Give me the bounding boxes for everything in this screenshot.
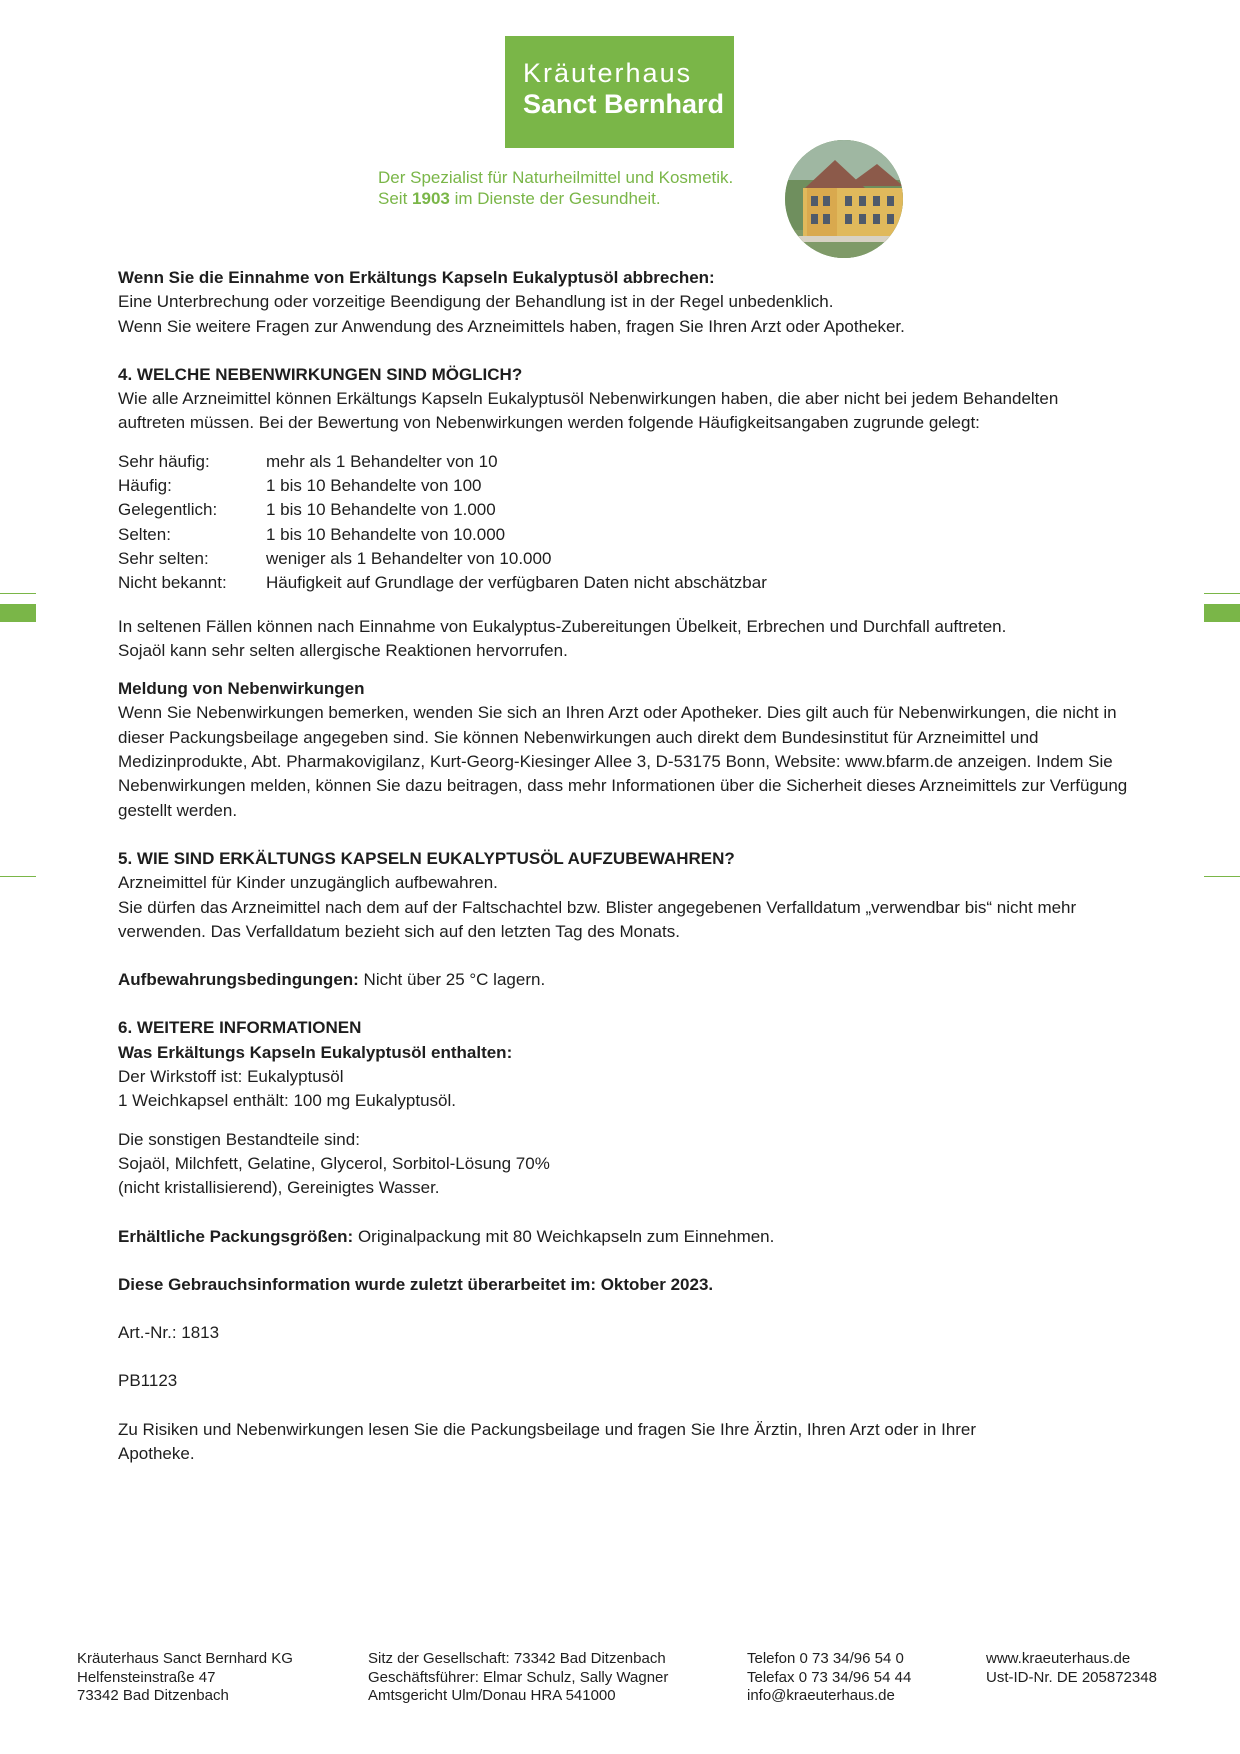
- storage-conditions-value: Nicht über 25 °C lagern.: [358, 970, 546, 990]
- section-heading-abbrechen: Wenn Sie die Einnahme von Erkältungs Kapseln Eukalyptusöl abbrechen:: [118, 268, 715, 287]
- building-photo: [785, 140, 903, 258]
- paragraph: Sojaöl, Milchfett, Gelatine, Glycerol, Sorbitol-Lösung 70%: [118, 1153, 550, 1173]
- section-heading-aufbewahrung: 5. WIE SIND ERKÄLTUNGS KAPSELN EUKALYPTUSÖL AUFZUBEWAHREN?: [118, 848, 735, 868]
- frequency-row: [118, 450, 1128, 474]
- leaflet-content: [118, 266, 1128, 1466]
- risk-notice: Apotheke.: [118, 1443, 195, 1463]
- frequency-desc: 1 bis 10 Behandelte von 1.000: [266, 500, 496, 520]
- tagline: [378, 167, 733, 209]
- paragraph: Wenn Sie Nebenwirkungen bemerken, wenden Sie sich an Ihren Arzt oder Apotheker. Dies gilt auch für Nebenwirkungen, die nicht in dieser Packungsbeilage angegeben sind. Sie können Nebenwirkungen auch direkt dem Bundesinstitut für Arzneimittel und Medizinprodukte, Abt. Pharmakovigilanz, Kurt-Georg-Kiesinger Allee 3, D-53175 Bonn, Website: www.bfarm.de anzeigen. Indem Sie Nebenwirkungen melden, können Sie dazu beitragen, dass mehr Informationen über die Sicherheit dieses Arzneimittels zur Verfügung gestellt werden.: [118, 703, 1128, 820]
- footer-line: Geschäftsführer: Elmar Schulz, Sally Wagner: [368, 1668, 669, 1686]
- subheading-ingredients: Was Erkältungs Kapseln Eukalyptusöl enthalten:: [118, 1042, 513, 1062]
- paragraph: Eine Unterbrechung oder vorzeitige Beendigung der Behandlung ist in der Regel unbedenklich.: [118, 292, 834, 312]
- footer-web: [986, 1650, 1157, 1687]
- tagline-year: 1903: [412, 189, 450, 208]
- footer-line: Telefon 0 73 34/96 54 0: [747, 1650, 904, 1667]
- frequency-term: Nicht bekannt:: [118, 573, 227, 593]
- paragraph: (nicht kristallisierend), Gereinigtes Wasser.: [118, 1178, 440, 1198]
- paragraph: Sojaöl kann sehr selten allergische Reaktionen hervorrufen.: [118, 640, 568, 660]
- pack-sizes-label: Erhältliche Packungsgrößen:: [118, 1226, 354, 1246]
- footer-line: Kräuterhaus Sanct Bernhard KG: [77, 1650, 293, 1667]
- storage-conditions: [118, 968, 1128, 992]
- paragraph: Sie dürfen das Arzneimittel nach dem auf der Faltschachtel bzw. Blister angegebenen Verfalldatum „verwendbar bis“ nicht mehr verwenden. Das Verfalldatum bezieht sich auf den letzten Tag des Monats.: [118, 897, 1077, 941]
- footer-legal: [368, 1650, 668, 1706]
- document-code: PB1123: [118, 1371, 178, 1391]
- risk-notice: Zu Risiken und Nebenwirkungen lesen Sie die Packungsbeilage und fragen Sie Ihre Ärztin, Ihren Arzt oder in Ihrer: [118, 1419, 977, 1439]
- frequency-table: [118, 450, 1128, 596]
- frequency-desc: mehr als 1 Behandelter von 10: [266, 451, 498, 471]
- footer-line: Amtsgericht Ulm/Donau HRA 541000: [368, 1687, 616, 1704]
- pack-sizes-value: Originalpackung mit 80 Weichkapseln zum Einnehmen.: [353, 1226, 775, 1246]
- section-heading-weitere: 6. WEITERE INFORMATIONEN: [118, 1018, 362, 1038]
- building-illustration: [785, 140, 903, 258]
- storage-conditions-label: Aufbewahrungsbedingungen:: [118, 970, 359, 990]
- fold-line-right-lower: [1204, 876, 1240, 877]
- frequency-term: Sehr häufig:: [118, 451, 210, 471]
- article-number: Art.-Nr.: 1813: [118, 1323, 220, 1343]
- footer-company: [77, 1650, 293, 1706]
- footer-website[interactable]: www.kraeuterhaus.de: [986, 1650, 1131, 1667]
- frequency-term: Sehr selten:: [118, 548, 209, 568]
- fold-line-left-lower: [0, 876, 36, 877]
- paragraph: Arzneimittel für Kinder unzugänglich aufbewahren.: [118, 873, 498, 893]
- logo-line-1: Kräuterhaus: [523, 58, 693, 88]
- tagline-line-1: Der Spezialist für Naturheilmittel und Kosmetik.: [378, 168, 734, 187]
- frequency-row: [118, 498, 1128, 522]
- footer-line: Helfensteinstraße 47: [77, 1668, 216, 1686]
- fold-mark-left: [0, 604, 36, 622]
- footer-line: 73342 Bad Ditzenbach: [77, 1687, 229, 1704]
- frequency-desc: 1 bis 10 Behandelte von 100: [266, 476, 482, 496]
- fold-mark-line-right: [1204, 593, 1240, 594]
- frequency-desc: 1 bis 10 Behandelte von 10.000: [266, 524, 506, 544]
- footer-line: Sitz der Gesellschaft: 73342 Bad Ditzenbach: [368, 1650, 666, 1667]
- paragraph: Die sonstigen Bestandteile sind:: [118, 1129, 360, 1149]
- section-heading-meldung: Meldung von Nebenwirkungen: [118, 679, 365, 699]
- footer-line: Telefax 0 73 34/96 54 44: [747, 1668, 912, 1686]
- paragraph: In seltenen Fällen können nach Einnahme von Eukalyptus-Zubereitungen Übelkeit, Erbrechen und Durchfall auftreten.: [118, 616, 1007, 636]
- frequency-desc: weniger als 1 Behandelter von 10.000: [266, 548, 552, 568]
- frequency-term: Gelegentlich:: [118, 500, 218, 520]
- frequency-term: Selten:: [118, 524, 171, 544]
- footer-email[interactable]: info@kraeuterhaus.de: [747, 1687, 895, 1704]
- revision-date: Diese Gebrauchsinformation wurde zuletzt überarbeitet im: Oktober 2023.: [118, 1274, 714, 1294]
- frequency-row: [118, 523, 1128, 547]
- fold-mark-line-left: [0, 593, 36, 594]
- brand-logo: [505, 36, 734, 148]
- fold-mark-right: [1204, 604, 1240, 622]
- footer-line: Ust-ID-Nr. DE 205872348: [986, 1668, 1157, 1686]
- section-heading-nebenwirkungen: 4. WELCHE NEBENWIRKUNGEN SIND MÖGLICH?: [118, 364, 523, 384]
- frequency-desc: Häufigkeit auf Grundlage der verfügbaren Daten nicht abschätzbar: [266, 573, 767, 593]
- paragraph: Wie alle Arzneimittel können Erkältungs Kapseln Eukalyptusöl Nebenwirkungen haben, die aber nicht bei jedem Behandelten auftreten müssen. Bei der Bewertung von Nebenwirkungen werden folgende Häufigkeitsangaben zugrunde gelegt:: [118, 389, 1059, 433]
- paragraph: Wenn Sie weitere Fragen zur Anwendung des Arzneimittels haben, fragen Sie Ihren Arzt oder Apotheker.: [118, 316, 905, 336]
- footer-contact: [747, 1650, 911, 1706]
- frequency-row: [118, 571, 1128, 595]
- tagline-pre: Seit: [378, 189, 413, 208]
- frequency-row: [118, 474, 1128, 498]
- tagline-post: im Dienste der Gesundheit.: [449, 189, 661, 208]
- paragraph: 1 Weichkapsel enthält: 100 mg Eukalyptusöl.: [118, 1091, 456, 1111]
- pack-sizes: [118, 1225, 1128, 1249]
- frequency-term: Häufig:: [118, 476, 172, 496]
- logo-line-2: Sanct Bernhard: [523, 89, 725, 119]
- paragraph: Der Wirkstoff ist: Eukalyptusöl: [118, 1067, 344, 1087]
- tagline-line-2: [378, 188, 733, 209]
- frequency-row: [118, 547, 1128, 571]
